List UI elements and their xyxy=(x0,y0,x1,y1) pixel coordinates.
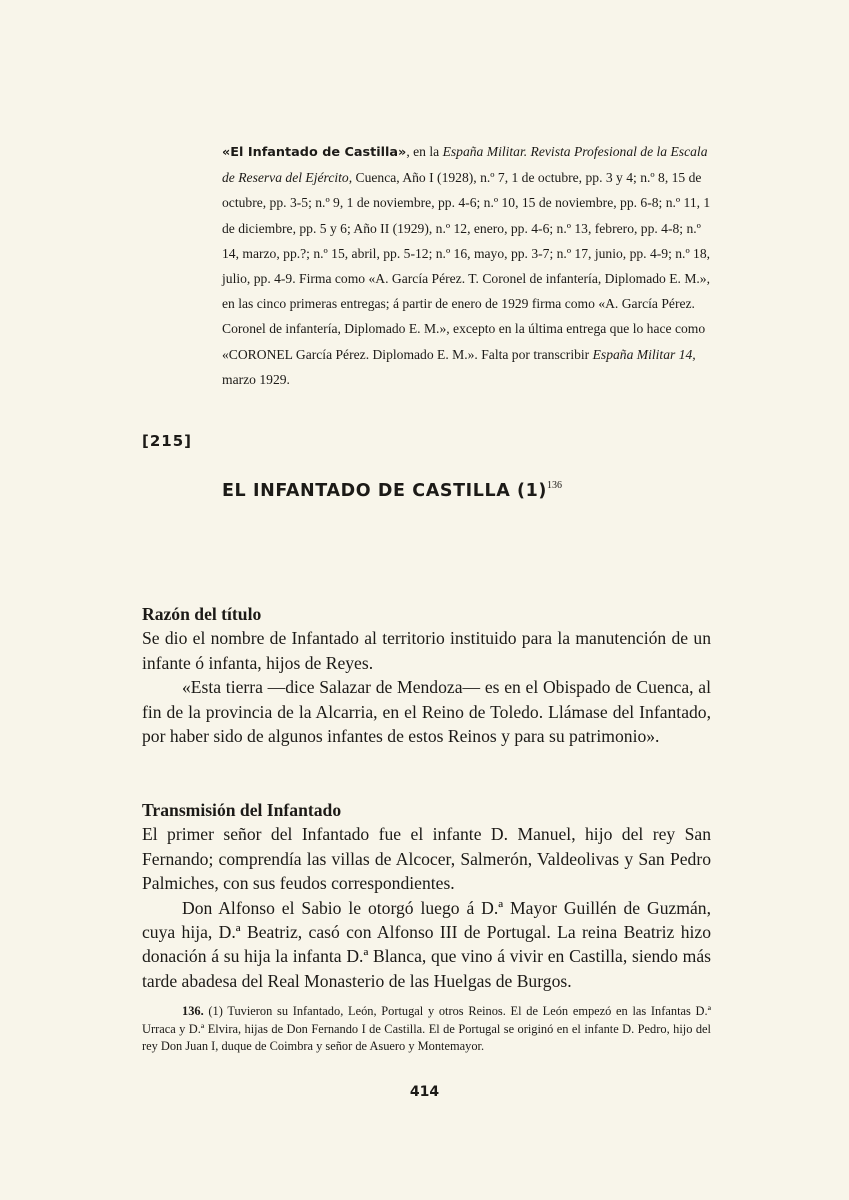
page-number: 414 xyxy=(409,1084,440,1100)
chapter-title-text: EL INFANTADO DE CASTILLA (1) xyxy=(222,481,548,501)
section-razon-del-titulo xyxy=(142,602,711,748)
chapter-title xyxy=(222,480,562,501)
footnote-text: (1) Tuvieron su Infantado, León, Portugal y otros Reinos. El de León empezó en las Infantas D.ª Urraca y D.ª Elvira, hijas de Don Fernando I de Castilla. El de Portugal se originó en el infante D. Pedro, hijo del rey Don Juan I, duque de Coimbra y señor de Asuero y Montemayor. xyxy=(142,1004,711,1054)
reference-text-2: Cuenca, Año I (1928), n.º 7, 1 de octubre, pp. 3 y 4; n.º 8, 15 de octubre, pp. 3-5; n.º 9, 1 de noviembre, pp. 4-6; n.º 10, 15 de noviembre, pp. 6-8; n.º 11, 1 de diciembre, pp. 5 y 6; Año II (1929), n.º 12, enero, pp. 4-6; n.º 13, febrero, pp. 4-8; n.º 14, marzo, pp.?; n.º 15, abril, pp. 5-12; n.º 16, mayo, pp. 3-7; n.º 17, junio, pp. 4-9; n.º 18, julio, pp. 4-9. Firma como «A. García Pérez. T. Coronel de infantería, Diplomado E. M.», en las cinco primeras entregas; á partir de enero de 1929 firma como «A. García Pérez. Coronel de infantería, Diplomado E. M.», excepto en la última entrega que lo hace como «CORONEL García Pérez. Diplomado E. M.». Falta por transcribir xyxy=(222,170,711,362)
section-number: [215] xyxy=(142,432,193,450)
section-heading: Transmisión del Infantado xyxy=(142,800,342,820)
reference-title: «El Infantado de Castilla» xyxy=(222,145,407,160)
bibliographic-reference xyxy=(222,139,711,392)
paragraph: Se dio el nombre de Infantado al territorio instituido para la manutención de un infante ó infanta, hijos de Reyes. xyxy=(142,628,711,673)
reference-text-1: , en la xyxy=(406,144,443,159)
footnote xyxy=(142,1003,711,1056)
paragraph: «Esta tierra —dice Salazar de Mendoza— es en el Obispado de Cuenca, al fin de la provincia de la Alcarria, en el Reino de Toledo. Llámase del Infantado, por haber sido de algunos infantes de estos Reinos y para su patrimonio». xyxy=(142,677,711,747)
paragraph: Don Alfonso el Sabio le otorgó luego á D.ª Mayor Guillén de Guzmán, cuya hija, D.ª Beatriz, casó con Alfonso III de Portugal. La reina Beatriz hizo donación á su hija la infanta D.ª Blanca, que vino á vivir en Castilla, siendo más tarde abadesa del Real Monasterio de las Huelgas de Burgos. xyxy=(142,897,711,991)
footnote-ref: 136 xyxy=(547,480,563,491)
footnote-number: 136. xyxy=(182,1004,204,1018)
section-transmision xyxy=(142,798,711,993)
paragraph: El primer señor del Infantado fue el infante D. Manuel, hijo del rey San Fernando; comprendía las villas de Alcocer, Salmerón, Valdeolivas y San Pedro Palmiches, con sus feudos correspondientes. xyxy=(142,824,711,894)
journal-name: España Militar. Revista Profesional de la Escala de Reserva del Ejército, xyxy=(222,144,708,186)
section-heading: Razón del título xyxy=(142,604,262,624)
reference-text-3: marzo 1929. xyxy=(222,371,290,387)
missing-issue: España Militar 14, xyxy=(592,346,696,362)
